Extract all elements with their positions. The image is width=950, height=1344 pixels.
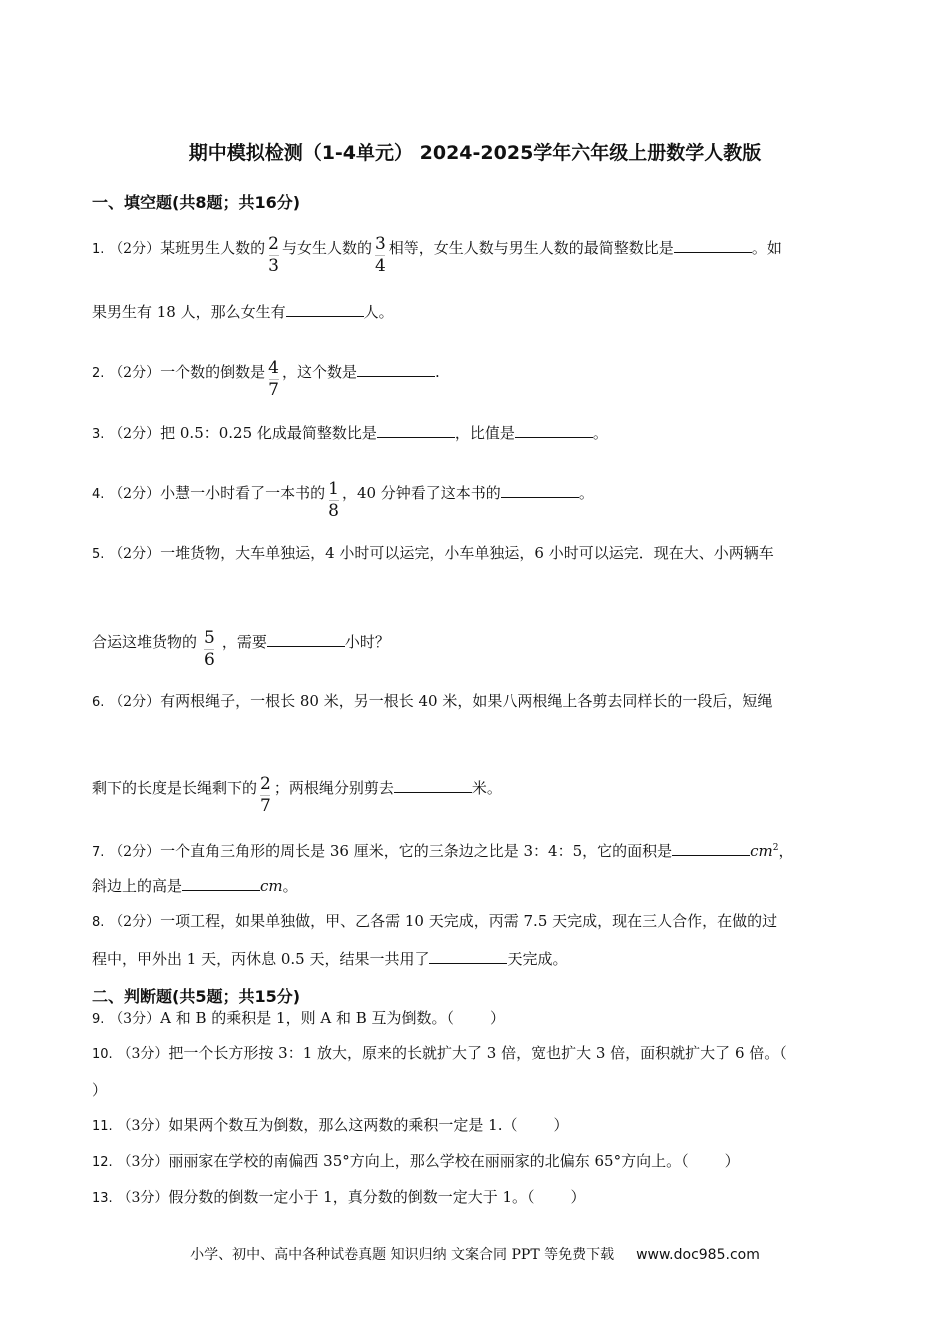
question-7-cont	[92, 876, 298, 896]
question-points: （3分）	[117, 1190, 169, 1206]
fraction-denominator: 3	[268, 256, 279, 276]
question-number: 6.	[92, 695, 105, 710]
answer-blank[interactable]	[286, 302, 364, 317]
question-number: 4.	[92, 487, 105, 502]
close-paren: ）	[553, 1116, 569, 1134]
question-points: （3分）	[117, 1154, 169, 1170]
question-text: 米。	[471, 779, 502, 797]
question-11	[92, 1115, 569, 1137]
fraction-numerator: 3	[374, 234, 386, 254]
close-paren: ）	[92, 1081, 108, 1099]
close-paren: ）	[724, 1152, 740, 1170]
question-text: 人。	[363, 303, 394, 321]
question-text: 果男生有 18 人，那么女生有	[92, 303, 286, 321]
footer-url[interactable]: www.doc985.com	[636, 1247, 760, 1263]
question-number: 1.	[92, 242, 105, 257]
question-text: 与女生人数的	[281, 239, 372, 257]
question-text: .	[434, 363, 440, 381]
question-text: 一项工程，如果单独做，甲、乙各需 10 天完成，丙需 7.5 天完成，现在三人合作，在做的过	[160, 912, 778, 930]
close-paren: ）	[570, 1188, 586, 1206]
section-heading-true-false: 二、判断题(共5题；共15分)	[92, 987, 301, 1006]
question-points: （2分）	[109, 486, 161, 502]
question-text: ，比值是	[454, 424, 515, 442]
fraction-numerator: 1	[328, 479, 339, 499]
question-points: （3分）	[117, 1118, 169, 1134]
question-text: 斜边上的高是	[92, 877, 183, 895]
question-5	[92, 543, 774, 565]
question-points: （2分）	[109, 914, 161, 930]
answer-blank[interactable]	[501, 483, 579, 498]
fraction-denominator: 6	[204, 650, 215, 670]
unit-cm: cm	[750, 842, 773, 860]
question-9	[92, 1008, 505, 1030]
question-text: 有两根绳子，一根长 80 米，另一根长 40 米，如果八两根绳上各剪去同样长的一段后，短绳	[160, 692, 773, 710]
question-number: 2.	[92, 366, 105, 381]
question-text: 假分数的倒数一定小于 1，真分数的倒数一定大于 1。（	[168, 1188, 535, 1206]
question-13	[92, 1187, 586, 1209]
question-text: 一个数的倒数是	[160, 363, 266, 381]
question-number: 10.	[92, 1047, 113, 1062]
question-points: （2分）	[109, 546, 161, 562]
question-number: 8.	[92, 915, 105, 930]
question-points: （2分）	[109, 694, 161, 710]
question-1-cont	[92, 302, 394, 322]
question-text: 剩下的长度是长绳剩下的	[92, 779, 258, 797]
question-points: （3分）	[109, 1011, 161, 1027]
answer-blank[interactable]	[377, 423, 455, 438]
question-points: （3分）	[117, 1046, 169, 1062]
fraction-numerator: 2	[268, 234, 279, 254]
question-text: 。如	[751, 239, 782, 257]
question-points: （2分）	[109, 365, 161, 381]
question-number: 11.	[92, 1119, 113, 1134]
question-text: 如果两个数互为倒数，那么这两数的乘积一定是 1.（	[168, 1116, 518, 1134]
unit-cm: cm	[260, 877, 283, 895]
question-text: ，40 分钟看了这本书的	[341, 484, 501, 502]
question-points: （2分）	[109, 844, 161, 860]
question-text: 把 0.5：0.25 化成最简整数比是	[160, 424, 377, 442]
fraction-denominator: 8	[328, 501, 339, 521]
question-text: 。	[282, 877, 298, 895]
fraction-numerator: 4	[268, 358, 279, 378]
question-points: （2分）	[109, 241, 161, 257]
fraction	[374, 236, 387, 275]
question-text: 程中，甲外出 1 天，丙休息 0.5 天，结果一共用了	[92, 950, 430, 968]
fraction	[267, 360, 280, 399]
question-10	[92, 1043, 787, 1065]
question-4	[92, 479, 594, 528]
fraction-denominator: 7	[260, 796, 271, 816]
question-text: 小时？	[344, 633, 390, 651]
answer-blank[interactable]	[357, 362, 435, 377]
question-text: ，需要	[221, 633, 267, 651]
question-text: 一堆货物，大车单独运，4 小时可以运完，小车单独运，6 小时可以运完．现在大、小两辆车	[160, 544, 774, 562]
page-title: 期中模拟检测（1-4单元） 2024-2025学年六年级上册数学人教版	[188, 142, 762, 164]
question-text: 相等，女生人数与男生人数的最简整数比是	[388, 239, 674, 257]
question-text: ；两根绳分别剪去	[273, 779, 394, 797]
question-1	[92, 234, 782, 283]
fraction	[259, 776, 272, 815]
question-number: 7.	[92, 845, 105, 860]
question-text: ，	[778, 842, 794, 860]
question-text: 。	[578, 484, 594, 502]
question-number: 3.	[92, 427, 105, 442]
question-points: （2分）	[109, 426, 161, 442]
section-heading-fill-blank: 一、填空题(共8题；共16分)	[92, 193, 301, 212]
footer-text: 小学、初中、高中各种试卷真题 知识归纳 文案合同 PPT 等免费下载	[190, 1247, 615, 1263]
answer-blank[interactable]	[672, 841, 750, 856]
question-text: 天完成。	[507, 950, 568, 968]
question-text: 一个直角三角形的周长是 36 厘米，它的三条边之比是 3：4：5，它的面积是	[160, 842, 673, 860]
fraction-denominator: 7	[268, 380, 279, 400]
unit-superscript: 2	[772, 843, 779, 853]
close-paren: ）	[490, 1009, 506, 1027]
question-text: ，这个数是	[281, 363, 357, 381]
answer-blank[interactable]	[674, 238, 752, 253]
question-text: 。	[592, 424, 608, 442]
question-12	[92, 1151, 740, 1173]
question-number: 9.	[92, 1012, 105, 1027]
page-footer	[0, 1244, 950, 1264]
question-3	[92, 423, 608, 445]
fraction-denominator: 4	[374, 256, 386, 276]
question-number: 13.	[92, 1191, 113, 1206]
fraction-numerator: 5	[204, 628, 215, 648]
question-8-cont	[92, 949, 568, 969]
answer-blank[interactable]	[394, 778, 472, 793]
question-5-cont	[92, 628, 390, 677]
answer-blank[interactable]	[267, 632, 345, 647]
answer-blank[interactable]	[182, 876, 260, 891]
answer-blank[interactable]	[429, 949, 507, 964]
fraction	[203, 630, 216, 669]
question-number: 12.	[92, 1155, 113, 1170]
question-text: A 和 B 的乘积是 1，则 A 和 B 互为倒数。（	[160, 1009, 455, 1027]
question-6-cont	[92, 774, 502, 823]
question-8	[92, 911, 777, 933]
answer-blank[interactable]	[515, 423, 593, 438]
fraction	[267, 236, 280, 275]
question-text: 合运这堆货物的	[92, 633, 198, 651]
question-text: 丽丽家在学校的南偏西 35°方向上，那么学校在丽丽家的北偏东 65°方向上。（	[168, 1152, 689, 1170]
question-text: 把一个长方形按 3：1 放大，原来的长就扩大了 3 倍，宽也扩大 3 倍，面积就扩大了 6 倍。（	[168, 1044, 787, 1062]
fraction	[327, 481, 340, 520]
fraction-numerator: 2	[260, 774, 271, 794]
question-number: 5.	[92, 547, 105, 562]
question-10-cont[interactable]	[92, 1080, 107, 1100]
question-7	[92, 838, 794, 863]
question-text: 某班男生人数的	[160, 239, 266, 257]
question-text: 小慧一小时看了一本书的	[160, 484, 326, 502]
question-6	[92, 691, 772, 713]
question-2	[92, 358, 440, 407]
